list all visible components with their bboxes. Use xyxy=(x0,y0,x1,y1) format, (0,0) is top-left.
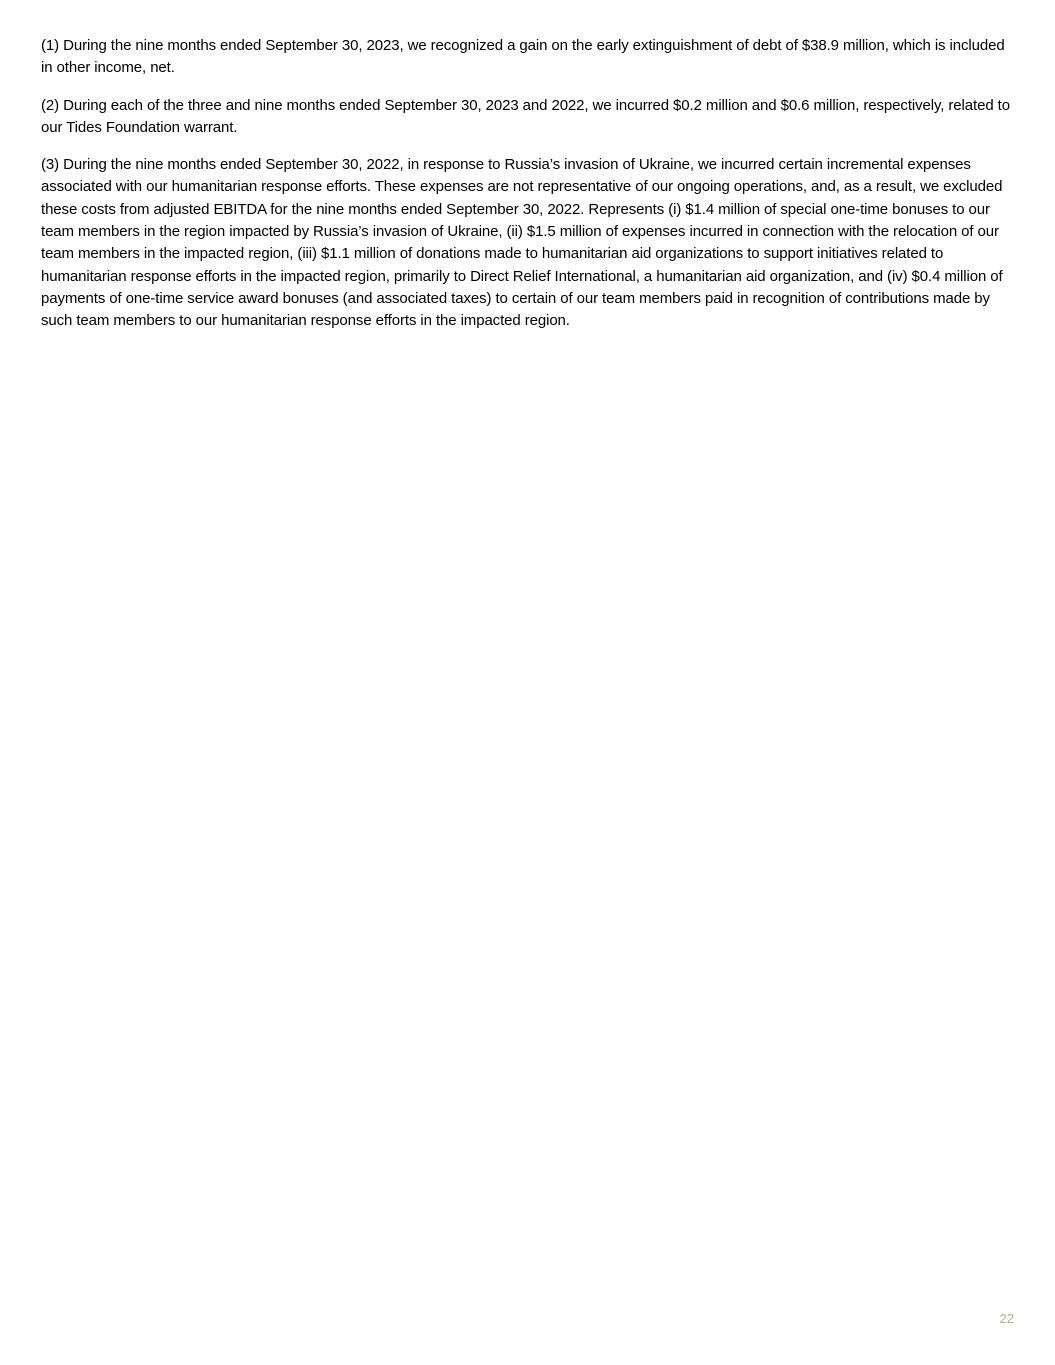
footnote-3 xyxy=(41,154,1016,332)
footnote-1-text: (1) During the nine months ended September 30, 2023, we recognized a gain on the early extinguishment of debt of $38.9 million, which is included in other income, net. xyxy=(41,37,1005,77)
footnote-2 xyxy=(41,95,1016,140)
footnote-3-text: (3) During the nine months ended September 30, 2022, in response to Russia’s invasion of Ukraine, we incurred certain incremental expenses associated with our humanitarian response efforts. These expenses are not representative of our ongoing operations, and, as a result, we excluded these costs from adjusted EBITDA for the nine months ended September 30, 2022. Represents (i) $1.4 million of special one-time bonuses to our team members in the region impacted by Russia’s invasion of Ukraine, (ii) $1.5 million of expenses incurred in connection with the relocation of our team members in the impacted region, (iii) $1.1 million of donations made to humanitarian aid organizations to support initiatives related to humanitarian response efforts in the impacted region, primarily to Direct Relief International, a humanitarian aid organization, and (iv) $0.4 million of payments of one-time service award bonuses (and associated taxes) to certain of our team members paid in recognition of contributions made by such team members to our humanitarian response efforts in the impacted region. xyxy=(41,156,1003,330)
footnote-2-text: (2) During each of the three and nine months ended September 30, 2023 and 2022, we incurred $0.2 million and $0.6 million, respectively, related to our Tides Foundation warrant. xyxy=(41,96,1010,136)
document-page xyxy=(41,35,1016,348)
page-number: 22 xyxy=(999,1311,1014,1326)
footnote-1 xyxy=(41,35,1016,80)
